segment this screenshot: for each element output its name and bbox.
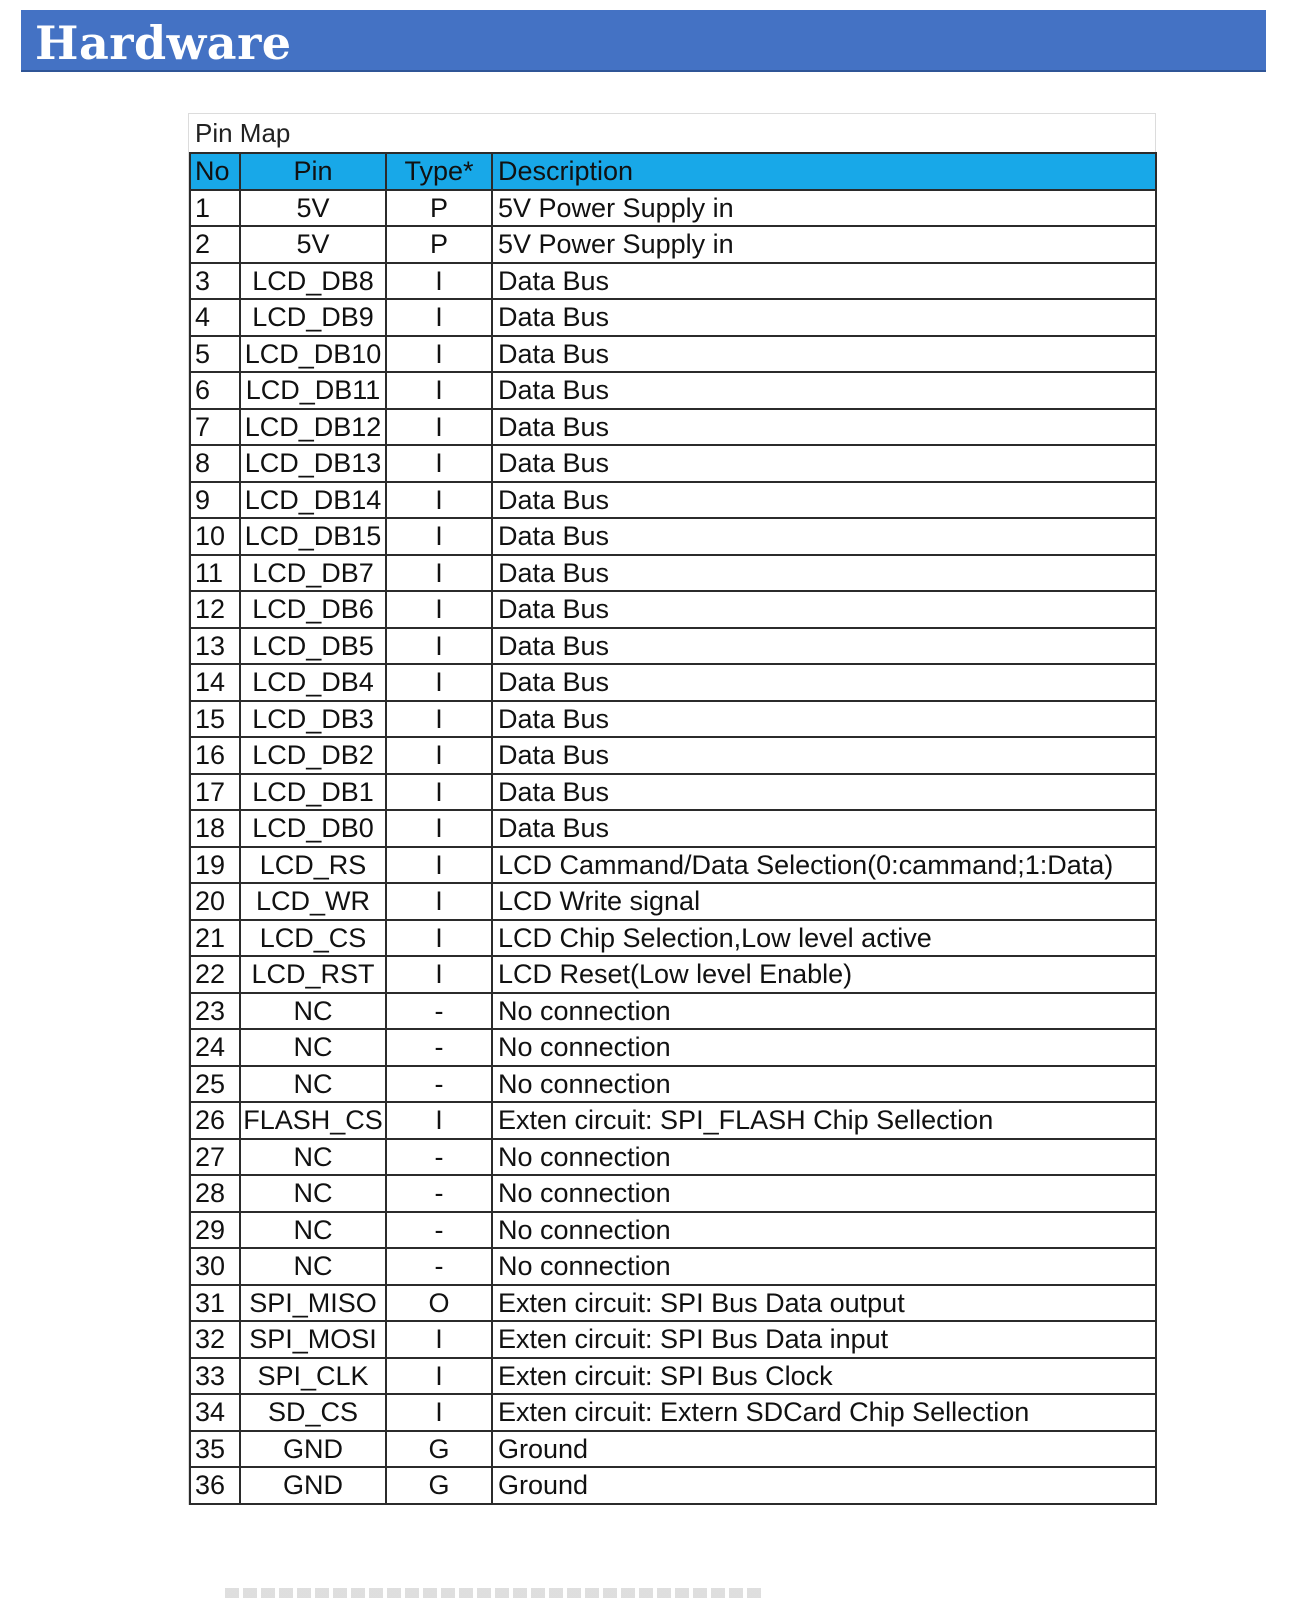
table-row [190, 263, 1156, 300]
cell-description: Data Bus [492, 263, 1156, 300]
cell-description: LCD Reset(Low level Enable) [492, 956, 1156, 993]
cell-pin: FLASH_CS [240, 1102, 386, 1139]
table-body [190, 190, 1156, 1504]
table-row [190, 1102, 1156, 1139]
cell-no: 29 [190, 1212, 240, 1249]
cell-description: No connection [492, 1029, 1156, 1066]
cropped-footnote-line [225, 1588, 765, 1598]
table-row [190, 1248, 1156, 1285]
cell-pin: SPI_CLK [240, 1358, 386, 1395]
table-row [190, 299, 1156, 336]
cell-description: 5V Power Supply in [492, 190, 1156, 227]
table-row [190, 1066, 1156, 1103]
cell-type: - [386, 993, 492, 1030]
cell-pin: NC [240, 1175, 386, 1212]
table-row [190, 664, 1156, 701]
cell-pin: NC [240, 1212, 386, 1249]
table-row [190, 737, 1156, 774]
cell-description: Data Bus [492, 701, 1156, 738]
cell-type: I [386, 409, 492, 446]
table-row [190, 956, 1156, 993]
table-row [190, 920, 1156, 957]
cell-description: LCD Cammand/Data Selection(0:cammand;1:Data) [492, 847, 1156, 884]
table-row [190, 190, 1156, 227]
cell-type: G [386, 1467, 492, 1504]
cell-description: Data Bus [492, 555, 1156, 592]
cell-no: 16 [190, 737, 240, 774]
cell-pin: LCD_DB10 [240, 336, 386, 373]
cell-description: LCD Chip Selection,Low level active [492, 920, 1156, 957]
cell-pin: SPI_MISO [240, 1285, 386, 1322]
cell-type: - [386, 1248, 492, 1285]
cell-no: 7 [190, 409, 240, 446]
cell-description: Exten circuit: SPI Bus Clock [492, 1358, 1156, 1395]
section-banner [21, 10, 1266, 72]
cell-pin: SPI_MOSI [240, 1321, 386, 1358]
cell-type: I [386, 518, 492, 555]
cell-no: 8 [190, 445, 240, 482]
cell-pin: LCD_DB2 [240, 737, 386, 774]
cell-type: P [386, 226, 492, 263]
cell-description: Data Bus [492, 774, 1156, 811]
cell-pin: LCD_DB3 [240, 701, 386, 738]
table-row [190, 1029, 1156, 1066]
table-caption: Pin Map [195, 118, 291, 148]
cell-no: 35 [190, 1431, 240, 1468]
cell-type: I [386, 555, 492, 592]
cell-pin: LCD_DB14 [240, 482, 386, 519]
cell-description: Data Bus [492, 372, 1156, 409]
cell-type: I [386, 737, 492, 774]
table-row [190, 555, 1156, 592]
cell-no: 20 [190, 883, 240, 920]
cell-pin: LCD_RST [240, 956, 386, 993]
table-row [190, 372, 1156, 409]
cell-no: 27 [190, 1139, 240, 1176]
cell-pin: LCD_CS [240, 920, 386, 957]
cell-no: 15 [190, 701, 240, 738]
cell-description: Data Bus [492, 336, 1156, 373]
table-header-row [190, 153, 1156, 190]
cell-pin: 5V [240, 190, 386, 227]
cell-type: I [386, 1321, 492, 1358]
table-row [190, 1321, 1156, 1358]
table-row [190, 1394, 1156, 1431]
cell-no: 12 [190, 591, 240, 628]
cell-type: I [386, 1394, 492, 1431]
cell-no: 32 [190, 1321, 240, 1358]
table-row [190, 774, 1156, 811]
cell-pin: LCD_RS [240, 847, 386, 884]
cell-no: 5 [190, 336, 240, 373]
cell-no: 18 [190, 810, 240, 847]
section-title: Hardware [35, 16, 292, 70]
table-row [190, 883, 1156, 920]
cell-description: Exten circuit: SPI Bus Data output [492, 1285, 1156, 1322]
table-row [190, 1139, 1156, 1176]
cell-pin: LCD_DB12 [240, 409, 386, 446]
table-row [190, 810, 1156, 847]
cell-no: 14 [190, 664, 240, 701]
cell-no: 34 [190, 1394, 240, 1431]
cell-no: 22 [190, 956, 240, 993]
cell-type: I [386, 701, 492, 738]
cell-pin: NC [240, 1248, 386, 1285]
table-row [190, 1431, 1156, 1468]
cell-description: No connection [492, 1139, 1156, 1176]
table-row [190, 1467, 1156, 1504]
cell-no: 3 [190, 263, 240, 300]
cell-pin: NC [240, 1029, 386, 1066]
cell-type: I [386, 664, 492, 701]
cell-no: 13 [190, 628, 240, 665]
cell-description: Data Bus [492, 664, 1156, 701]
cell-no: 31 [190, 1285, 240, 1322]
cell-no: 28 [190, 1175, 240, 1212]
cell-type: I [386, 263, 492, 300]
cell-description: Data Bus [492, 737, 1156, 774]
cell-pin: NC [240, 993, 386, 1030]
cell-description: Data Bus [492, 482, 1156, 519]
table-row [190, 445, 1156, 482]
cell-type: I [386, 956, 492, 993]
cell-no: 17 [190, 774, 240, 811]
cell-description: No connection [492, 1248, 1156, 1285]
cell-pin: LCD_DB11 [240, 372, 386, 409]
cell-type: I [386, 883, 492, 920]
cell-type: I [386, 372, 492, 409]
cell-no: 1 [190, 190, 240, 227]
cell-type: I [386, 482, 492, 519]
cell-pin: NC [240, 1139, 386, 1176]
cell-description: Data Bus [492, 628, 1156, 665]
cell-description: Data Bus [492, 591, 1156, 628]
cell-description: Data Bus [492, 518, 1156, 555]
cell-type: - [386, 1029, 492, 1066]
cell-description: Exten circuit: SPI_FLASH Chip Sellection [492, 1102, 1156, 1139]
column-header-description: Description [492, 153, 1156, 190]
cell-type: I [386, 810, 492, 847]
cell-type: I [386, 591, 492, 628]
cell-no: 9 [190, 482, 240, 519]
cell-no: 25 [190, 1066, 240, 1103]
cell-description: No connection [492, 1212, 1156, 1249]
table-row [190, 336, 1156, 373]
cell-type: O [386, 1285, 492, 1322]
cell-no: 10 [190, 518, 240, 555]
cell-pin: LCD_DB0 [240, 810, 386, 847]
cell-type: I [386, 920, 492, 957]
cell-pin: LCD_DB7 [240, 555, 386, 592]
cell-description: LCD Write signal [492, 883, 1156, 920]
cell-pin: LCD_DB13 [240, 445, 386, 482]
table-row [190, 993, 1156, 1030]
cell-description: Data Bus [492, 810, 1156, 847]
pin-map-table [189, 152, 1157, 1505]
cell-description: Ground [492, 1467, 1156, 1504]
cell-pin: LCD_DB5 [240, 628, 386, 665]
cell-no: 26 [190, 1102, 240, 1139]
cell-no: 21 [190, 920, 240, 957]
cell-description: Data Bus [492, 299, 1156, 336]
cell-description: Ground [492, 1431, 1156, 1468]
cell-type: I [386, 299, 492, 336]
cell-type: I [386, 774, 492, 811]
table-row [190, 628, 1156, 665]
table-row [190, 482, 1156, 519]
cell-description: Exten circuit: SPI Bus Data input [492, 1321, 1156, 1358]
cell-description: Exten circuit: Extern SDCard Chip Sellection [492, 1394, 1156, 1431]
cell-pin: LCD_DB9 [240, 299, 386, 336]
cell-no: 30 [190, 1248, 240, 1285]
table-row [190, 518, 1156, 555]
cell-pin: GND [240, 1467, 386, 1504]
cell-type: - [386, 1066, 492, 1103]
cell-pin: GND [240, 1431, 386, 1468]
cell-pin: 5V [240, 226, 386, 263]
cell-type: - [386, 1175, 492, 1212]
table-row [190, 409, 1156, 446]
cell-pin: LCD_DB1 [240, 774, 386, 811]
table-row [190, 701, 1156, 738]
cell-no: 24 [190, 1029, 240, 1066]
cell-type: I [386, 1358, 492, 1395]
table-row [190, 847, 1156, 884]
cell-no: 19 [190, 847, 240, 884]
cell-no: 6 [190, 372, 240, 409]
cell-pin: LCD_DB15 [240, 518, 386, 555]
cell-pin: NC [240, 1066, 386, 1103]
cell-no: 36 [190, 1467, 240, 1504]
column-header-type: Type* [386, 153, 492, 190]
pin-map-table-container [188, 113, 1156, 1505]
cell-type: P [386, 190, 492, 227]
cell-description: Data Bus [492, 445, 1156, 482]
cell-type: - [386, 1139, 492, 1176]
cell-type: - [386, 1212, 492, 1249]
cell-no: 11 [190, 555, 240, 592]
cell-type: I [386, 445, 492, 482]
cell-type: I [386, 847, 492, 884]
table-row [190, 591, 1156, 628]
cell-no: 2 [190, 226, 240, 263]
table-row [190, 1358, 1156, 1395]
cell-pin: SD_CS [240, 1394, 386, 1431]
cell-no: 4 [190, 299, 240, 336]
cell-pin: LCD_DB4 [240, 664, 386, 701]
table-row [190, 226, 1156, 263]
column-header-pin: Pin [240, 153, 386, 190]
cell-type: I [386, 1102, 492, 1139]
cell-description: Data Bus [492, 409, 1156, 446]
table-row [190, 1285, 1156, 1322]
cell-description: 5V Power Supply in [492, 226, 1156, 263]
cell-description: No connection [492, 993, 1156, 1030]
cell-no: 33 [190, 1358, 240, 1395]
cell-pin: LCD_DB8 [240, 263, 386, 300]
cell-description: No connection [492, 1175, 1156, 1212]
cell-description: No connection [492, 1066, 1156, 1103]
cell-type: I [386, 336, 492, 373]
cell-type: G [386, 1431, 492, 1468]
cell-type: I [386, 628, 492, 665]
table-row [190, 1175, 1156, 1212]
cell-pin: LCD_DB6 [240, 591, 386, 628]
cell-no: 23 [190, 993, 240, 1030]
table-row [190, 1212, 1156, 1249]
cell-pin: LCD_WR [240, 883, 386, 920]
column-header-no: No [190, 153, 240, 190]
